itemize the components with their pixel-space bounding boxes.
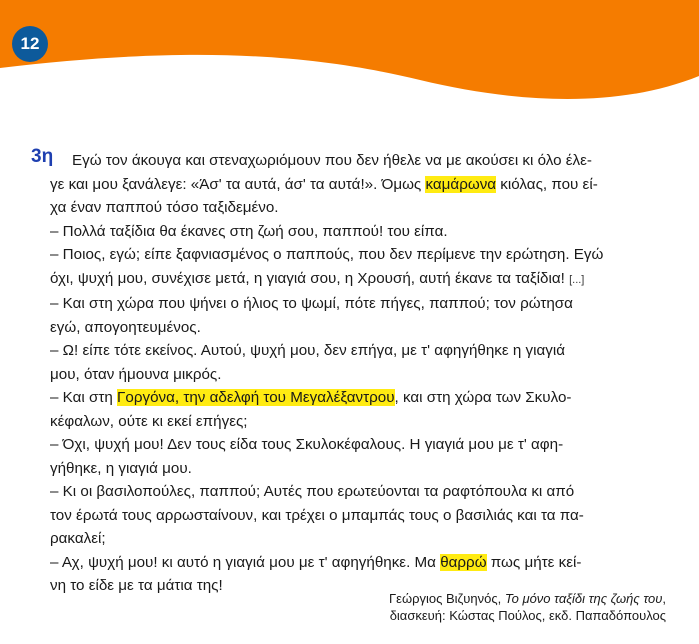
text-line: – Πολλά ταξίδια θα έκανες στη ζωή σου, παππού! του είπα. [50, 222, 448, 240]
citation-author-line: Γεώργιος Βιζυηνός, Το μόνο ταξίδι της ζωής του, [388, 591, 666, 606]
text-line: – Όχι, ψυχή μου! Δεν τους είδα τους Σκυλοκέφαλους. Η γιαγιά μου με τ' αφη- [50, 436, 564, 453]
text-line: – Ποιος, εγώ; είπε ξαφνιασμένος ο παππούς, που δεν περίμενε την ερώτηση. Εγώ [50, 246, 604, 263]
text-line: εγώ, απογοητευμένος. [50, 318, 201, 336]
text-line: κέφαλων, ούτε κι εκεί επήγες; [50, 412, 248, 430]
text-line: νη το είδε με τα μάτια της! [50, 577, 223, 594]
passage-text [50, 149, 670, 598]
text-line: – Κι οι βασιλοπούλες, παππού; Αυτές που ερωτεύονται τα ραφτόπουλα κι από [50, 483, 575, 500]
exercise-label: 3η [31, 146, 54, 167]
orange-wave-banner [0, 0, 699, 110]
highlighted-phrase: Γοργόνα, την αδελφή του Μεγαλέξαντρου [117, 389, 395, 406]
source-citation [389, 590, 666, 624]
text-line: μου, όταν ήμουνα μικρός. [50, 365, 222, 383]
text-line: Εγώ τον άκουγα και στεναχωριόμουν που δεν ήθελε να με ακούσει κι όλο έλε- [72, 152, 592, 169]
book-title: Το μόνο ταξίδι της ζωής του [504, 591, 663, 606]
omission-mark: [...] [569, 273, 585, 286]
citation-publisher-line: διασκευή: Κώστας Πούλος, εκδ. Παπαδόπουλος [389, 608, 666, 623]
text-line: – Αχ, ψυχή μου! κι αυτό η γιαγιά μου με τ' αφηγήθηκε. Μα θαρρώ πως μήτε κεί- [50, 553, 582, 571]
text-line: γήθηκε, η γιαγιά μου. [50, 459, 192, 477]
text-line: – Ω! είπε τότε εκείνος. Αυτού, ψυχή μου, δεν επήγα, με τ' αφηγήθηκε η γιαγιά [50, 342, 566, 359]
text-line: όχι, ψυχή μου, συνέχισε μετά, η γιαγιά σου, η Χρουσή, αυτή έκανε τα ταξίδια! [...] [50, 269, 585, 287]
text-line: – Και στη Γοργόνα, την αδελφή του Μεγαλέξαντρου, και στη χώρα των Σκυλο- [50, 389, 572, 406]
text-line: τον έρωτά τους αρρωσταίνουν, και τρέχει ο μπαμπάς τους ο βασιλιάς και τα πα- [50, 506, 584, 524]
text-line: χα έναν παππού τόσο ταξιδεμένο. [50, 199, 279, 216]
text-line: ρακαλεί; [50, 530, 106, 547]
highlighted-word: θαρρώ [440, 553, 487, 571]
highlighted-word: καμάρωνα [425, 175, 497, 193]
page-number-badge: 12 [12, 26, 48, 62]
text-line: γε και μου ξανάλεγε: «Άσ' τα αυτά, άσ' τα αυτά!». Όμως καμάρωνα κιόλας, που εί- [50, 175, 598, 193]
text-line: – Και στη χώρα που ψήνει ο ήλιος το ψωμί, πότε πήγες, παππού; τον ρώτησα [50, 295, 573, 312]
